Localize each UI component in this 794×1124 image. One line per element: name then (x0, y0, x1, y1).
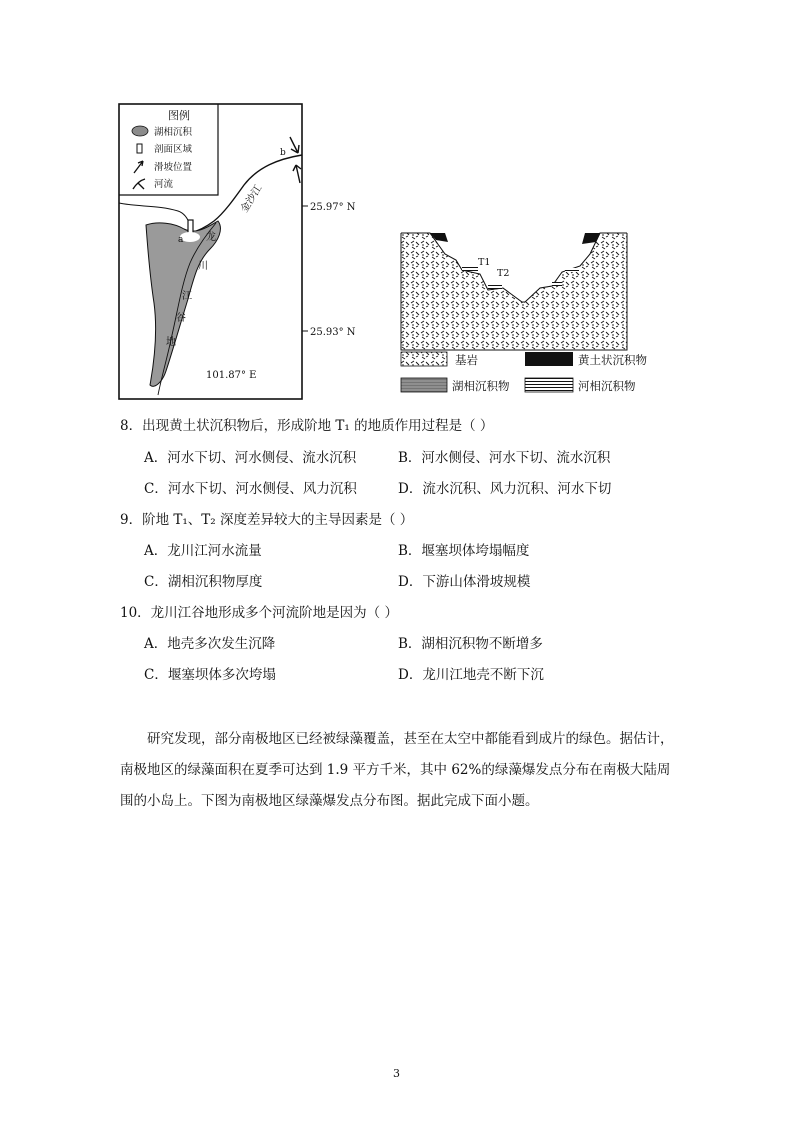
legend-label-profile: 剖面区域 (154, 144, 193, 155)
question-10-option-c[interactable]: C．堰塞坝体多次垮塌 (144, 667, 276, 683)
point-a-label: a (178, 235, 184, 245)
reading-passage: 研究发现，部分南极地区已经被绿藻覆盖，甚至在太空中都能看到成片的绿色。据估计，南极地区的绿藻面积在夏季可达到 1.9 平方千米，其中 62%的绿藻爆发点分布在南极大陆周围的小岛上。下图为南极地区绿藻爆发点分布图。据此完成下面小题。 (120, 731, 674, 809)
question-8-stem: 8．出现黄土状沉积物后，形成阶地 T₁ 的地质作用过程是（ ） (120, 418, 494, 434)
legend-swatch-lake (401, 378, 447, 392)
river-sediment-t2 (488, 285, 502, 289)
question-8-option-a[interactable]: A．河水下切、河水侧侵、流水沉积 (144, 450, 357, 466)
question-9-option-a[interactable]: A．龙川江河水流量 (144, 543, 262, 559)
river-sediment-right-low (552, 282, 562, 286)
valley-label-char-4: 谷 (176, 313, 186, 324)
terrace-label-t2: T2 (497, 268, 510, 279)
question-10-option-d[interactable]: D．龙川江地壳不断下沉 (398, 667, 544, 683)
legend-label-loess: 黄土状沉积物 (578, 353, 647, 367)
legend-label-bedrock: 基岩 (455, 353, 478, 367)
jinsha-river-label: 金沙江 (239, 183, 265, 215)
question-10-stem: 10．龙川江谷地形成多个河流阶地是因为（ ） (120, 605, 398, 621)
valley-label-char-5: 地 (166, 337, 176, 348)
question-8-option-c[interactable]: C．河水下切、河水侧侵、风力沉积 (144, 481, 357, 497)
legend-label-lake: 湖相沉积 (154, 127, 193, 138)
legend-swatch-bedrock (401, 352, 447, 366)
question-9-stem: 9．阶地 T₁、T₂ 深度差异较大的主导因素是（ ） (120, 512, 414, 528)
question-10-option-a[interactable]: A．地壳多次发生沉降 (144, 636, 276, 652)
valley-map (118, 103, 363, 403)
legend-swatch-river (525, 378, 573, 392)
question-9-option-b[interactable]: B．堰塞坝体垮塌幅度 (398, 543, 530, 559)
lat-label-top: 25.97° N (310, 202, 356, 213)
profile-area-legend-symbol (137, 144, 142, 153)
question-9-option-d[interactable]: D．下游山体滑坡规模 (398, 574, 531, 590)
terrace-label-t1: T1 (478, 257, 491, 268)
question-10-option-b[interactable]: B．湖相沉积物不断增多 (398, 636, 543, 652)
river-sediment-right-high (565, 268, 579, 272)
valley-label-char-1: 龙 (206, 232, 216, 243)
question-8-option-d[interactable]: D．流水沉积、风力沉积、河水下切 (398, 481, 612, 497)
valley-label-char-3: 江 (182, 291, 192, 302)
lon-label: 101.87° E (206, 370, 257, 381)
question-9-option-c[interactable]: C．湖相沉积物厚度 (144, 574, 263, 590)
legend-swatch-loess (525, 352, 573, 366)
point-b-label: b (280, 148, 286, 158)
map-frame (119, 104, 302, 399)
river-sediment-t1 (462, 267, 478, 271)
lat-label-bottom: 25.93° N (310, 327, 356, 338)
legend-label-river: 河流 (154, 179, 174, 190)
lake-sediment-legend-symbol (132, 126, 148, 136)
legend-label-lake-sediment: 湖相沉积物 (452, 379, 510, 393)
page-number: 3 (393, 1067, 400, 1080)
legend-label-river-sediment: 河相沉积物 (578, 379, 636, 393)
question-8-option-b[interactable]: B．河水侧侵、河水下切、流水沉积 (398, 450, 611, 466)
legend-label-landslide: 滑坡位置 (154, 162, 193, 173)
valley-label-char-2: 川 (198, 261, 208, 272)
legend-title: 图例 (168, 109, 190, 122)
terrace-profile (400, 230, 670, 400)
